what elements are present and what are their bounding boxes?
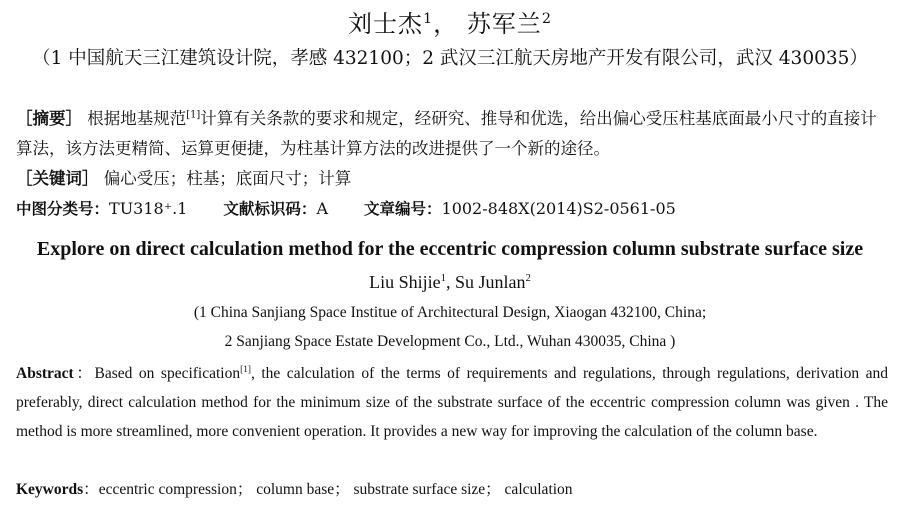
author-2-en: Su Junlan xyxy=(454,272,526,292)
affiliation-cn: （1 中国航天三江建筑设计院，孝感 432100；2 武汉三江航天房地产开发有限公司，武汉 430035） xyxy=(32,48,868,69)
article-number-value: 1002-848X(2014)S2-0561-05 xyxy=(441,199,676,218)
abstract-label-cn: ［摘要］ xyxy=(16,109,82,128)
abstract-en xyxy=(16,359,888,446)
affiliation-en-line-2: 2 Sanjiang Space Estate Development Co., Ltd., Wuhan 430035, China ) xyxy=(224,333,676,350)
keywords-label-cn: ［关键词］ xyxy=(16,169,99,188)
authors-cn xyxy=(0,4,900,39)
article-number-label: 文章编号： xyxy=(364,200,442,218)
author-separator-cn: ， xyxy=(433,10,467,38)
author-1-cn: 刘士杰 xyxy=(348,10,424,38)
keywords-en xyxy=(16,475,888,504)
abstract-text-en-part1: Based on specification xyxy=(94,365,241,382)
keywords-text-en: eccentric compression； column base； substrate surface size； calculation xyxy=(98,481,573,498)
abstract-label-en: Abstract xyxy=(16,365,74,382)
doc-code-value: A xyxy=(316,199,328,218)
abstract-text-cn-part1: 根据地基规范 xyxy=(87,109,187,128)
clc-label: 中图分类号： xyxy=(16,200,110,218)
author-2-cn: 苏军兰 xyxy=(466,10,542,38)
author-separator-en: , xyxy=(445,272,455,292)
keywords-label-en: Keywords xyxy=(16,481,84,498)
doc-code-label: 文献标识码： xyxy=(223,200,317,218)
clc-value: TU318⁺.1 xyxy=(109,199,188,218)
author-2-en-sup: 2 xyxy=(525,272,531,284)
keywords-cn xyxy=(16,164,888,194)
author-2-affil-sup: 2 xyxy=(541,11,552,27)
affiliation-en-line-1: (1 China Sanjiang Space Institue of Architectural Design, Xiaogan 432100, China; xyxy=(193,304,707,321)
abstract-citation-cn: [1] xyxy=(186,109,201,121)
abstract-text-en-part2: , the calculation of the terms of requirements and regulations, through regulations, derivation and preferably, direct calculation method for the minimum size of the substrate surface of the eccentric compression column was given . The method is more streamlined, more convenient operation. It provides a new way for improving the calculation of the column base. xyxy=(16,365,888,440)
author-1-en: Liu Shijie xyxy=(369,272,441,292)
keywords-text-cn: 偏心受压；柱基；底面尺寸；计算 xyxy=(103,169,352,188)
author-1-en-sup: 1 xyxy=(440,272,446,284)
abstract-colon-en: ： xyxy=(73,365,95,382)
title-en: Explore on direct calculation method for the eccentric compression column substrate surface size xyxy=(36,238,864,260)
abstract-citation-en: [1] xyxy=(240,364,251,375)
abstract-text-cn-part2: 计算有关条款的要求和规定，经研究、推导和优选，给出偏心受压柱基底面最小尺寸的直接计算法，该方法更精简、运算更便捷，为柱基计算方法的改进提供了一个新的途径。 xyxy=(16,109,877,158)
author-1-affil-sup: 1 xyxy=(423,11,434,27)
keywords-colon-en: ： xyxy=(83,481,99,498)
abstract-cn xyxy=(16,104,888,164)
classification-line xyxy=(16,194,888,224)
authors-en xyxy=(0,272,900,293)
